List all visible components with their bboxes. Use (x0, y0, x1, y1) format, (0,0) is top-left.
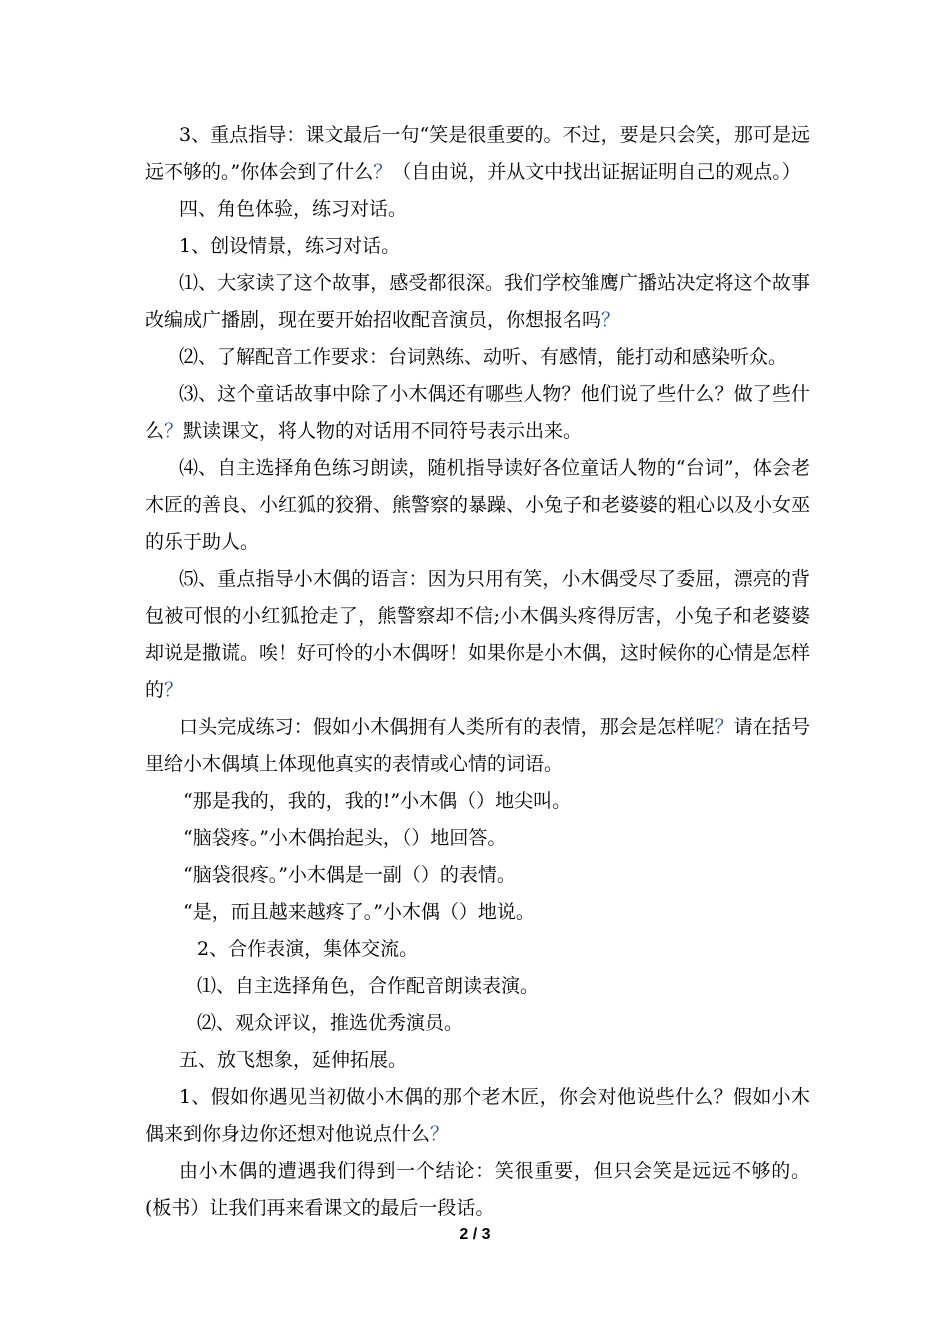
paragraph-text: 3、重点指导：课文最后一句“笑是很重要的。不过，要是只会笑，那可是远远不够的。”你体会到了什么 (145, 124, 810, 183)
section-heading-imagination (145, 1042, 810, 1079)
heading-text: 四、角色体验，练习对话。 (179, 198, 408, 220)
exercise-text: “脑袋很疼。”小木偶是一副（）的表情。 (183, 864, 516, 886)
section-heading-role-play (145, 191, 810, 228)
paragraph-conclusion (145, 1153, 810, 1227)
paragraph-text: ⑷、自主选择角色练习朗读，随机指导读好各位童话人物的“台词”，体会老木匠的善良、小红狐的狡猾、熊警察的暴躁、小兔子和老婆婆的粗心以及小女巫的乐于助人。 (145, 457, 811, 553)
paragraph-text: 口头完成练习：假如小木偶拥有人类所有的表情，那会是怎样呢 (179, 716, 715, 738)
paragraph-radio-drama (145, 265, 810, 339)
question-mark: ？ (714, 716, 734, 738)
question-mark: ？ (164, 679, 184, 701)
heading-text: 五、放飞想象，延伸拓展。 (179, 1049, 408, 1071)
exercise-text: “脑袋疼。”小木偶抬起头，（）地回答。 (183, 827, 507, 849)
heading-text: 2、合作表演，集体交流。 (197, 938, 419, 960)
question-mark: ？ (601, 309, 621, 331)
paragraph-text: ⑴、自主选择角色，合作配音朗读表演。 (197, 975, 540, 997)
paragraph-key-guidance (145, 117, 810, 191)
exercise-line-1 (145, 783, 810, 820)
exercise-line-2 (145, 820, 810, 857)
paragraph-old-carpenter (145, 1079, 810, 1153)
paragraph-text: （自由说，并从文中找出证据证明自己的观点。） (392, 161, 801, 183)
exercise-line-4 (145, 894, 810, 931)
paragraph-dubbing-requirements (145, 339, 810, 376)
paragraph-select-role-perform (145, 968, 810, 1005)
question-mark: ？ (164, 420, 184, 442)
paragraph-text: ⑸、重点指导小木偶的语言：因为只用有笑，小木偶受尽了委屈，漂亮的背包被可恨的小红狐抢走了，熊警察却不信;小木偶头疼得厉害，小兔子和老婆婆却说是撒谎。唉！好可怜的小木偶呀！如果你是小木偶，这时候你的心情是怎样的 (145, 568, 811, 701)
exercise-text: “是，而且越来越疼了。”小木偶（）地说。 (183, 901, 535, 923)
page-number: 2 / 3 (459, 1226, 491, 1243)
paragraph-text: ⑵、了解配音工作要求：台词熟练、动听、有感情，能打动和感染听众。 (179, 346, 788, 368)
paragraph-text: 默读课文，将人物的对话用不同符号表示出来。 (183, 420, 583, 442)
heading-text: 1、创设情景，练习对话。 (179, 235, 401, 257)
question-mark: ？ (373, 161, 393, 183)
paragraph-characters (145, 376, 810, 450)
paragraph-text: ⑴、大家读了这个故事，感受都很深。我们学校雏鹰广播站决定将这个故事改编成广播剧，现在要开始招收配音演员，你想报名吗 (145, 272, 810, 331)
paragraph-text: 请在括号里给小木偶填上体现他真实的表情或心情的词语。 (145, 716, 810, 775)
paragraph-audience-review (145, 1005, 810, 1042)
page-body (145, 117, 810, 1227)
paragraph-text: ⑶、这个童话故事中除了小木偶还有哪些人物？他们说了些什么？做了些什么 (145, 383, 810, 442)
exercise-text: “那是我的，我的，我的!”小木偶（）地尖叫。 (183, 790, 572, 812)
paragraph-text: ⑵、观众评议，推选优秀演员。 (197, 1012, 464, 1034)
paragraph-text: 由小木偶的遭遇我们得到一个结论：笑很重要，但只会笑是远远不够的。(板书）让我们再来看课文的最后一段话。 (145, 1160, 810, 1219)
question-mark: ？ (430, 1123, 450, 1145)
paragraph-oral-exercise (145, 709, 810, 783)
subheading-create-scene (145, 228, 810, 265)
paragraph-puppet-language (145, 561, 810, 709)
paragraph-text: 1、假如你遇见当初做小木偶的那个老木匠，你会对他说些什么？假如小木偶来到你身边你还想对他说点什么 (145, 1086, 810, 1145)
exercise-line-3 (145, 857, 810, 894)
subheading-cooperative-performance (145, 931, 810, 968)
paragraph-choose-role (145, 450, 810, 561)
